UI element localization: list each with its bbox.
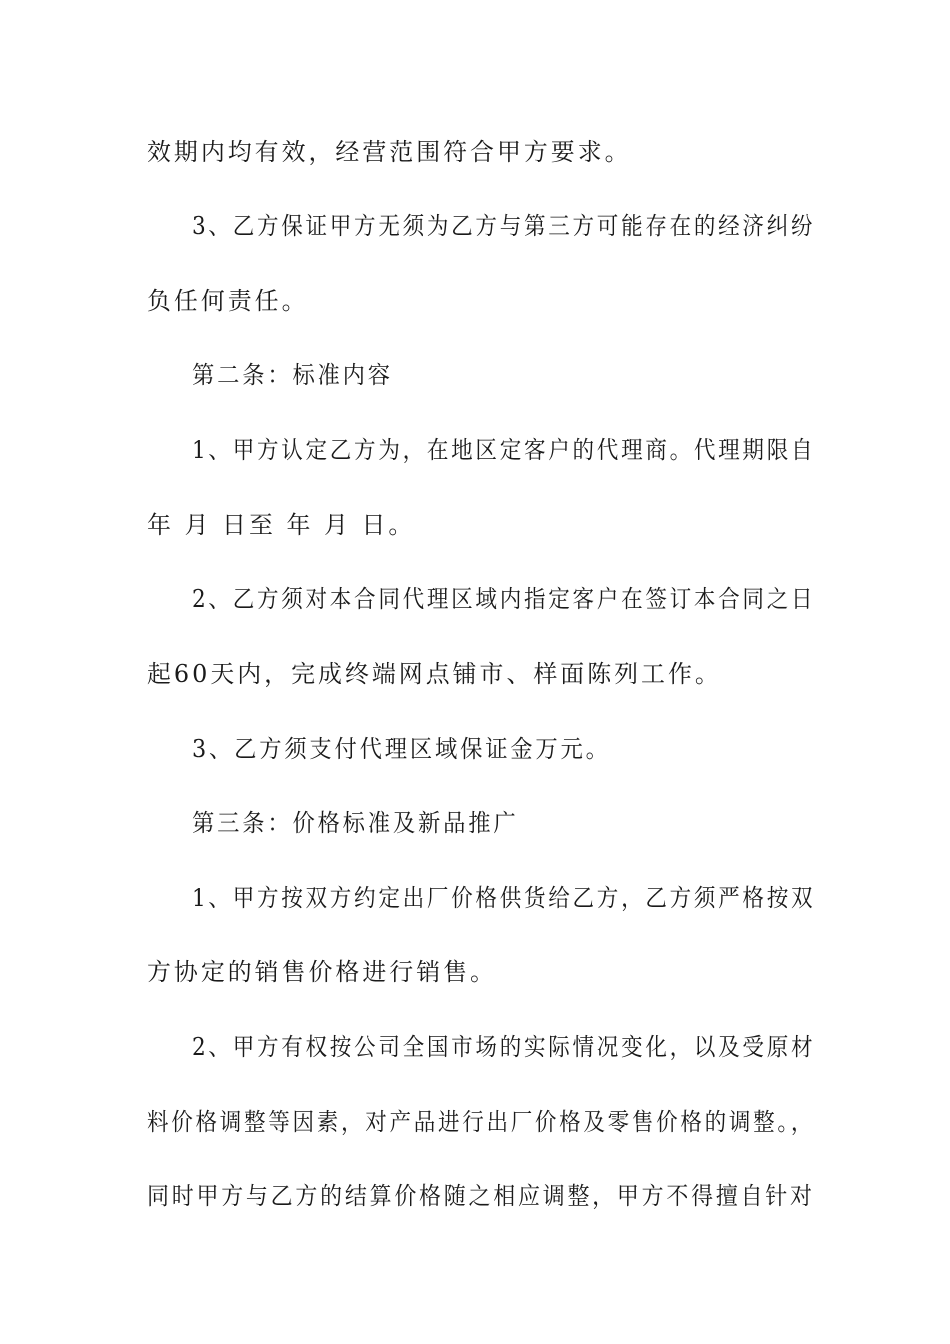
body-text-line: 效期内均有效，经营范围符合甲方要求。 [147,138,632,166]
body-text-line: 起60天内，完成终端网点铺市、样面陈列工作。 [147,660,722,688]
body-text-line: 年 月 日至 年 月 日。 [147,511,416,539]
body-text-line: 2、甲方有权按公司全国市场的实际情况变化，以及受原材 [192,1033,816,1061]
body-text-line: 同时甲方与乙方的结算价格随之相应调整，甲方不得擅自针对 [147,1182,815,1210]
body-text-line: 方协定的销售价格进行销售。 [147,958,497,986]
body-text-line: 2、乙方须对本合同代理区域内指定客户在签订本合同之日 [192,585,816,613]
body-text-line: 1、甲方认定乙方为，在地区定客户的代理商。代理期限自 [192,436,816,464]
section-heading: 第二条：标准内容 [192,361,393,389]
body-text-line: 负任何责任。 [147,287,309,315]
body-text-line: 料价格调整等因素，对产品进行出厂价格及零售价格的调整。， [147,1108,816,1136]
body-text-line: 3、乙方保证甲方无须为乙方与第三方可能存在的经济纠纷 [192,212,816,240]
section-heading: 第三条：价格标准及新品推广 [192,809,519,837]
body-text-line: 1、甲方按双方约定出厂价格供货给乙方，乙方须严格按双 [192,884,816,912]
body-text-line: 3、乙方须支付代理区域保证金万元。 [192,735,611,763]
